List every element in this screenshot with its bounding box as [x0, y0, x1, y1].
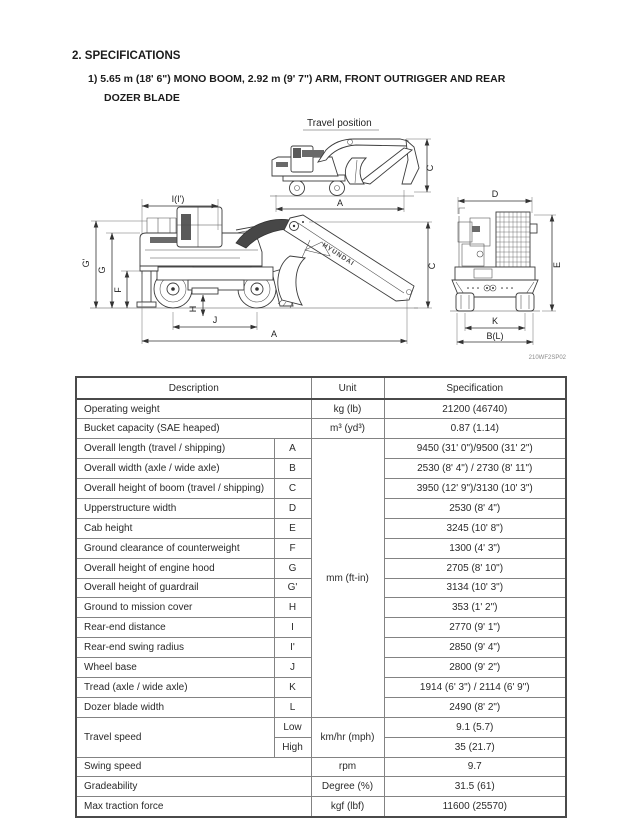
dim-g	[106, 233, 140, 308]
spec-value: 2530 (8' 4") / 2730 (8' 11")	[384, 459, 566, 479]
dim-label-k: K	[491, 316, 499, 326]
spec-desc: Overall height of boom (travel / shipping)	[76, 479, 274, 499]
table-row	[76, 797, 566, 817]
spec-desc: Overall width (axle / wide axle)	[76, 459, 274, 479]
dim-label-d: D	[491, 189, 499, 199]
spec-letter: H	[274, 598, 311, 618]
spec-value: 2705 (8' 10")	[384, 558, 566, 578]
rear-machinery	[458, 208, 490, 268]
table-row	[76, 399, 566, 419]
spec-desc: Overall length (travel / shipping)	[76, 439, 274, 459]
spec-letter: J	[274, 658, 311, 678]
dim-label-h: H	[188, 305, 198, 313]
spec-value: 9.7	[384, 757, 566, 777]
arm	[402, 140, 419, 184]
spec-value: 2800 (9' 2")	[384, 658, 566, 678]
spec-desc: Rear-end distance	[76, 618, 274, 638]
spec-letter: G'	[274, 578, 311, 598]
spec-value: 2850 (9' 4")	[384, 638, 566, 658]
spec-value: 2490 (8' 2")	[384, 697, 566, 717]
table-row	[76, 757, 566, 777]
wheel	[330, 181, 345, 196]
spec-value: 353 (1' 2")	[384, 598, 566, 618]
header-specification: Specification	[384, 377, 566, 399]
spec-letter: G	[274, 558, 311, 578]
dim-label-f: F	[113, 287, 123, 293]
spec-desc: Max traction force	[76, 797, 311, 817]
spec-desc: Ground to mission cover	[76, 598, 274, 618]
dim-label-g: G	[97, 266, 107, 274]
wheel	[290, 181, 305, 196]
table-row	[76, 439, 566, 459]
spec-desc: Swing speed	[76, 757, 311, 777]
spec-unit: km/hr (mph)	[311, 717, 384, 757]
guardrail-mesh	[496, 212, 537, 267]
spec-letter: I'	[274, 638, 311, 658]
spec-unit: mm (ft-in)	[311, 439, 384, 717]
dim-g-prime	[91, 221, 147, 308]
spec-letter: K	[274, 677, 311, 697]
spec-desc: Tread (axle / wide axle)	[76, 677, 274, 697]
brand-text: HYUNDAI	[320, 241, 356, 268]
excavator-rear-view	[450, 189, 562, 345]
dim-label-travel-c: C	[425, 164, 435, 172]
spec-letter: Low	[274, 717, 311, 737]
table-row	[76, 419, 566, 439]
spec-letter: F	[274, 538, 311, 558]
spec-value: 31.5 (61)	[384, 777, 566, 797]
spec-desc: Overall height of engine hood	[76, 558, 274, 578]
spec-letter: B	[274, 459, 311, 479]
table-header-row	[76, 377, 566, 399]
bucket	[278, 256, 305, 305]
spec-desc: Wheel base	[76, 658, 274, 678]
spec-value: 9.1 (5.7)	[384, 717, 566, 737]
subsection-title-line2: DOZER BLADE	[104, 92, 180, 104]
figure-code: 210WF2SP02	[528, 355, 566, 361]
spec-desc: Upperstructure width	[76, 498, 274, 518]
counterweight	[140, 266, 158, 271]
spec-letter: I	[274, 618, 311, 638]
dimension-diagrams	[0, 0, 632, 380]
spec-desc: Rear-end swing radius	[76, 638, 274, 658]
spec-unit: kg (lb)	[311, 399, 384, 419]
spec-value: 0.87 (1.14)	[384, 419, 566, 439]
spec-value: 3950 (12' 9")/3130 (10' 3")	[384, 479, 566, 499]
spec-unit: rpm	[311, 757, 384, 777]
spec-value: 1300 (4' 3")	[384, 538, 566, 558]
undercarriage-frame	[157, 267, 273, 280]
spec-desc: Ground clearance of counterweight	[76, 538, 274, 558]
spec-letter: E	[274, 518, 311, 538]
spec-desc: Dozer blade width	[76, 697, 274, 717]
spec-value: 1914 (6' 3") / 2114 (6' 9")	[384, 677, 566, 697]
dim-label-j: J	[212, 315, 218, 325]
spec-desc: Travel speed	[76, 717, 274, 757]
dim-label-i: I(I')	[171, 194, 185, 204]
excavator-side-view	[81, 194, 437, 344]
table-row	[76, 777, 566, 797]
dim-label-e: E	[552, 261, 562, 269]
subsection-title-line1: 1) 5.65 m (18' 6") MONO BOOM, 2.92 m (9' 7") ARM, FRONT OUTRIGGER AND REAR	[88, 73, 506, 85]
dim-label-c-side: C	[427, 262, 437, 270]
spec-letter: L	[274, 697, 311, 717]
specifications-table	[75, 376, 567, 818]
dim-label-a-side: A	[270, 329, 278, 339]
spec-value: 11600 (25570)	[384, 797, 566, 817]
spec-desc: Overall height of guardrail	[76, 578, 274, 598]
spec-value: 3245 (10' 8")	[384, 518, 566, 538]
left-tire	[456, 293, 474, 311]
section-title: 2. SPECIFICATIONS	[72, 50, 181, 62]
cab	[177, 207, 222, 247]
travel-position-label: Travel position	[307, 118, 372, 129]
spec-value: 21200 (46740)	[384, 399, 566, 419]
spec-letter: A	[274, 439, 311, 459]
spec-value: 2530 (8' 4")	[384, 498, 566, 518]
right-tire	[516, 293, 534, 311]
spec-unit: m³ (yd³)	[311, 419, 384, 439]
spec-letter: C	[274, 479, 311, 499]
spec-desc: Bucket capacity (SAE heaped)	[76, 419, 311, 439]
guardrail	[147, 218, 176, 233]
rear-deck	[455, 267, 535, 280]
dim-label-travel-a: A	[336, 198, 344, 208]
spec-value: 3134 (10' 3")	[384, 578, 566, 598]
header-description: Description	[76, 377, 311, 399]
travel-position-view	[270, 118, 435, 212]
mission-cover	[192, 288, 218, 294]
spec-value: 35 (21.7)	[384, 737, 566, 757]
spec-unit: Degree (%)	[311, 777, 384, 797]
spec-unit: kgf (lbf)	[311, 797, 384, 817]
spec-desc: Operating weight	[76, 399, 311, 419]
dim-label-bl: B(L)	[486, 331, 504, 341]
spec-value: 2770 (9' 1")	[384, 618, 566, 638]
spec-desc: Cab height	[76, 518, 274, 538]
dim-label-g-prime: G'	[81, 258, 91, 268]
dim-d	[458, 197, 532, 214]
table-row	[76, 717, 566, 737]
spec-value: 9450 (31' 0")/9500 (31' 2")	[384, 439, 566, 459]
spec-letter: D	[274, 498, 311, 518]
spec-letter: High	[274, 737, 311, 757]
excavator-travel-view	[270, 139, 419, 196]
header-unit: Unit	[311, 377, 384, 399]
spec-desc: Gradeability	[76, 777, 311, 797]
